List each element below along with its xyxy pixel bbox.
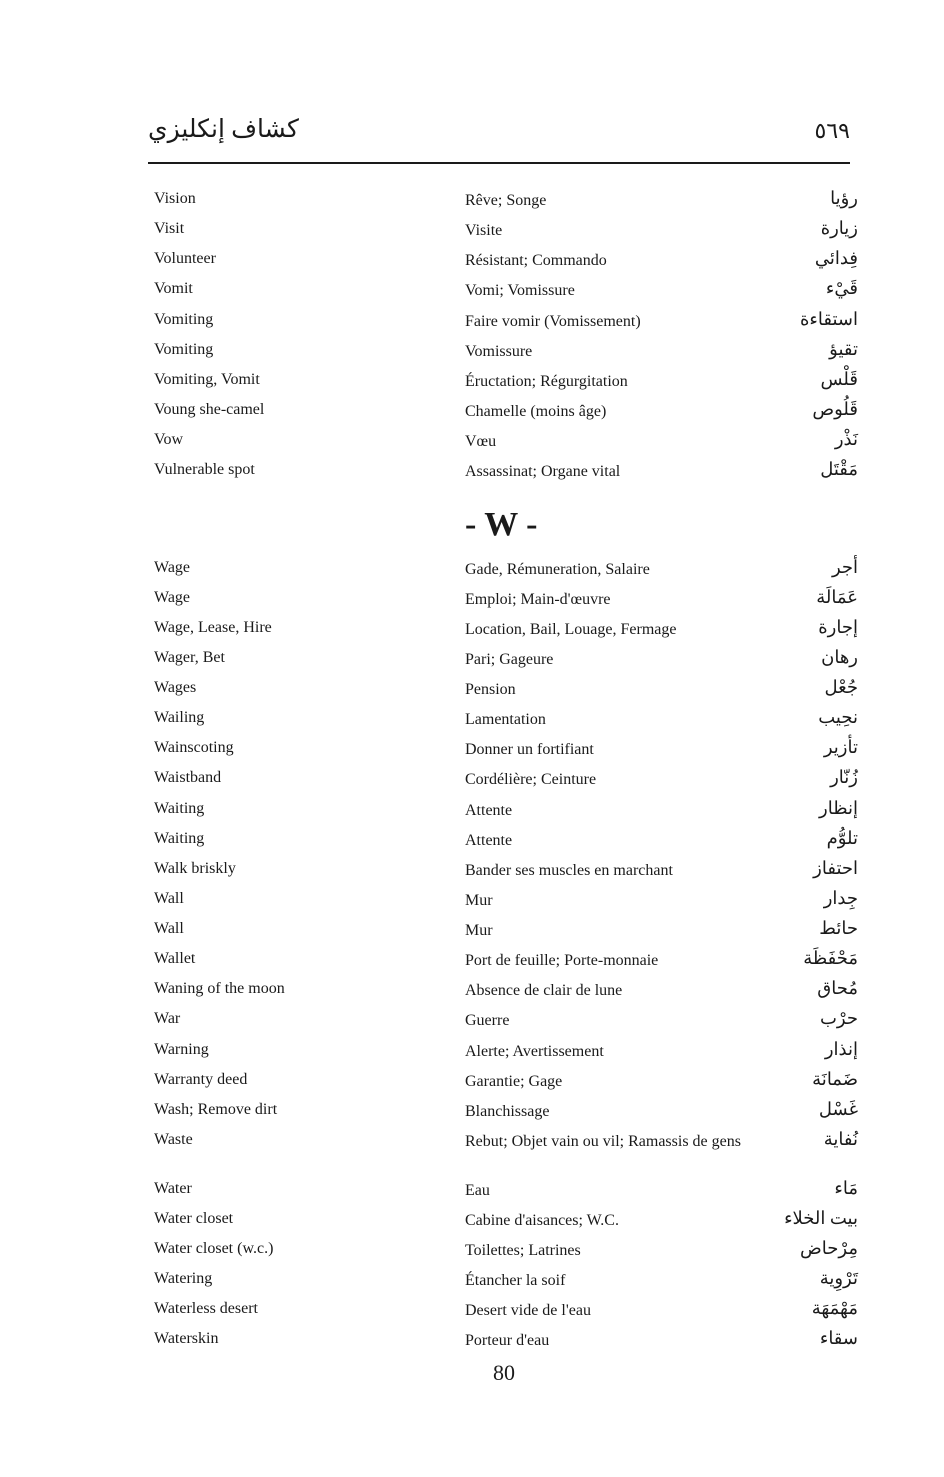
english-term: Wall xyxy=(154,920,184,937)
arabic-term: جُعْل xyxy=(824,677,858,697)
french-term: Pari; Gageure xyxy=(465,651,554,668)
header-title: كشاف إنكليزي xyxy=(148,116,299,143)
english-term: Waiting xyxy=(154,800,205,817)
english-term: Waterless desert xyxy=(154,1300,258,1317)
english-term: Waning of the moon xyxy=(154,980,285,997)
english-term: Visit xyxy=(154,220,185,237)
english-term: Water closet xyxy=(154,1210,234,1227)
arabic-term: مُحاق xyxy=(817,978,858,998)
french-term: Étancher la soif xyxy=(465,1272,566,1289)
english-term: Vomiting, Vomit xyxy=(154,371,260,388)
arabic-term: نحِيب xyxy=(818,707,858,727)
arabic-term: بيت الخلاء xyxy=(784,1208,858,1228)
arabic-term: رهان xyxy=(821,647,858,667)
arabic-term: تلوُّم xyxy=(826,828,858,848)
arabic-term: تَرْوِية xyxy=(819,1268,858,1288)
arabic-term: حرْب xyxy=(819,1008,858,1028)
english-term: Vow xyxy=(154,431,184,448)
english-term: War xyxy=(154,1010,181,1027)
french-term: Mur xyxy=(465,892,493,909)
header-divider xyxy=(148,162,850,164)
english-term: Waiting xyxy=(154,830,205,847)
english-term: Walk briskly xyxy=(154,860,236,877)
french-term: Assassinat; Organe vital xyxy=(465,463,621,480)
arabic-term: جِدار xyxy=(823,888,858,908)
english-term: Wailing xyxy=(154,709,205,726)
french-term: Gade, Rémuneration, Salaire xyxy=(465,561,650,578)
english-term: Wage, Lease, Hire xyxy=(154,619,272,636)
french-term: Vœu xyxy=(465,433,497,450)
french-term: Faire vomir (Vomissement) xyxy=(465,313,641,330)
french-term: Guerre xyxy=(465,1012,510,1029)
french-term: Éructation; Régurgitation xyxy=(465,373,628,390)
french-term: Garantie; Gage xyxy=(465,1073,563,1090)
english-term: Voung she-camel xyxy=(154,401,265,418)
page-number: 80 xyxy=(493,1360,515,1385)
french-term: Donner un fortifiant xyxy=(465,741,594,758)
arabic-term: تقيؤ xyxy=(829,339,858,359)
english-term: Volunteer xyxy=(154,250,216,267)
arabic-term: مَقْتَل xyxy=(820,459,858,479)
french-term: Blanchissage xyxy=(465,1103,550,1120)
french-term: Toilettes; Latrines xyxy=(465,1242,581,1259)
english-term: Wages xyxy=(154,679,197,696)
english-term: Wall xyxy=(154,890,184,907)
header-page-number: ٥٦٩ xyxy=(814,118,850,143)
french-term: Mur xyxy=(465,922,493,939)
english-term: Watering xyxy=(154,1270,213,1287)
french-term: Cabine d'aisances; W.C. xyxy=(465,1212,619,1229)
arabic-term: إنظار xyxy=(819,798,858,818)
arabic-term: زُنّار xyxy=(830,767,858,787)
english-term: Wager, Bet xyxy=(154,649,225,666)
french-term: Pension xyxy=(465,681,516,698)
english-term: Vomit xyxy=(154,280,193,297)
arabic-term: نُفاية xyxy=(823,1129,858,1149)
arabic-term: احتفاز xyxy=(813,858,858,878)
french-term: Porteur d'eau xyxy=(465,1332,550,1349)
french-term: Emploi; Main-d'œuvre xyxy=(465,591,611,608)
french-term: Port de feuille; Porte-monnaie xyxy=(465,952,659,969)
french-term: Rebut; Objet vain ou vil; Ramassis de gens xyxy=(465,1133,741,1150)
arabic-term: مَحْفَظَة xyxy=(803,948,858,968)
english-term: Warranty deed xyxy=(154,1071,248,1088)
french-term: Location, Bail, Louage, Fermage xyxy=(465,621,677,638)
arabic-term: غَسْل xyxy=(818,1099,858,1119)
french-term: Absence de clair de lune xyxy=(465,982,623,999)
french-term: Desert vide de l'eau xyxy=(465,1302,591,1319)
english-term: Water xyxy=(154,1180,192,1197)
english-term: Waterskin xyxy=(154,1330,219,1347)
french-term: Visite xyxy=(465,222,503,239)
french-term: Attente xyxy=(465,802,513,819)
french-term: Cordélière; Ceinture xyxy=(465,771,597,788)
arabic-term: سقاء xyxy=(819,1328,858,1348)
arabic-term: تأزير xyxy=(823,737,858,757)
arabic-term: عَمَالَة xyxy=(816,587,858,607)
arabic-term: قَلْس xyxy=(820,369,858,389)
french-term: Résistant; Commando xyxy=(465,252,607,269)
arabic-term: حائط xyxy=(819,918,858,938)
english-term: Water closet (w.c.) xyxy=(154,1240,274,1257)
english-term: Waistband xyxy=(154,769,222,786)
arabic-term: استقاءة xyxy=(800,309,858,329)
english-term: Wage xyxy=(154,589,191,606)
arabic-term: فِدائي xyxy=(814,248,858,268)
french-term: Vomissure xyxy=(465,343,533,360)
arabic-term: قَيْء xyxy=(825,278,858,298)
french-term: Vomi; Vomissure xyxy=(465,282,575,299)
arabic-term: مِرْحاض xyxy=(800,1238,858,1258)
arabic-term: زيارة xyxy=(820,218,858,238)
english-term: Wainscoting xyxy=(154,739,234,756)
arabic-term: أجر xyxy=(831,557,858,577)
arabic-term: نَذْر xyxy=(834,429,858,449)
english-term: Vomiting xyxy=(154,311,214,328)
english-term: Vision xyxy=(154,190,196,207)
section-heading: - W - xyxy=(465,506,538,543)
french-term: Rêve; Songe xyxy=(465,192,547,209)
english-term: Warning xyxy=(154,1041,209,1058)
french-term: Attente xyxy=(465,832,513,849)
arabic-term: رؤيا xyxy=(830,188,858,208)
french-term: Lamentation xyxy=(465,711,546,728)
arabic-term: إنذار xyxy=(824,1039,858,1059)
arabic-term: ضَمانَة xyxy=(812,1069,858,1089)
english-term: Vulnerable spot xyxy=(154,461,255,478)
arabic-term: إجارة xyxy=(818,617,858,637)
arabic-term: قَلُوص xyxy=(812,399,858,419)
english-term: Vomiting xyxy=(154,341,214,358)
french-term: Eau xyxy=(465,1182,490,1199)
english-term: Wallet xyxy=(154,950,196,967)
french-term: Chamelle (moins âge) xyxy=(465,403,607,420)
english-term: Wash; Remove dirt xyxy=(154,1101,278,1118)
arabic-term: مَهْمَهَة xyxy=(811,1298,858,1318)
english-term: Waste xyxy=(154,1131,193,1148)
french-term: Alerte; Avertissement xyxy=(465,1043,604,1060)
french-term: Bander ses muscles en marchant xyxy=(465,862,673,879)
arabic-term: مَاء xyxy=(834,1178,858,1198)
english-term: Wage xyxy=(154,559,191,576)
